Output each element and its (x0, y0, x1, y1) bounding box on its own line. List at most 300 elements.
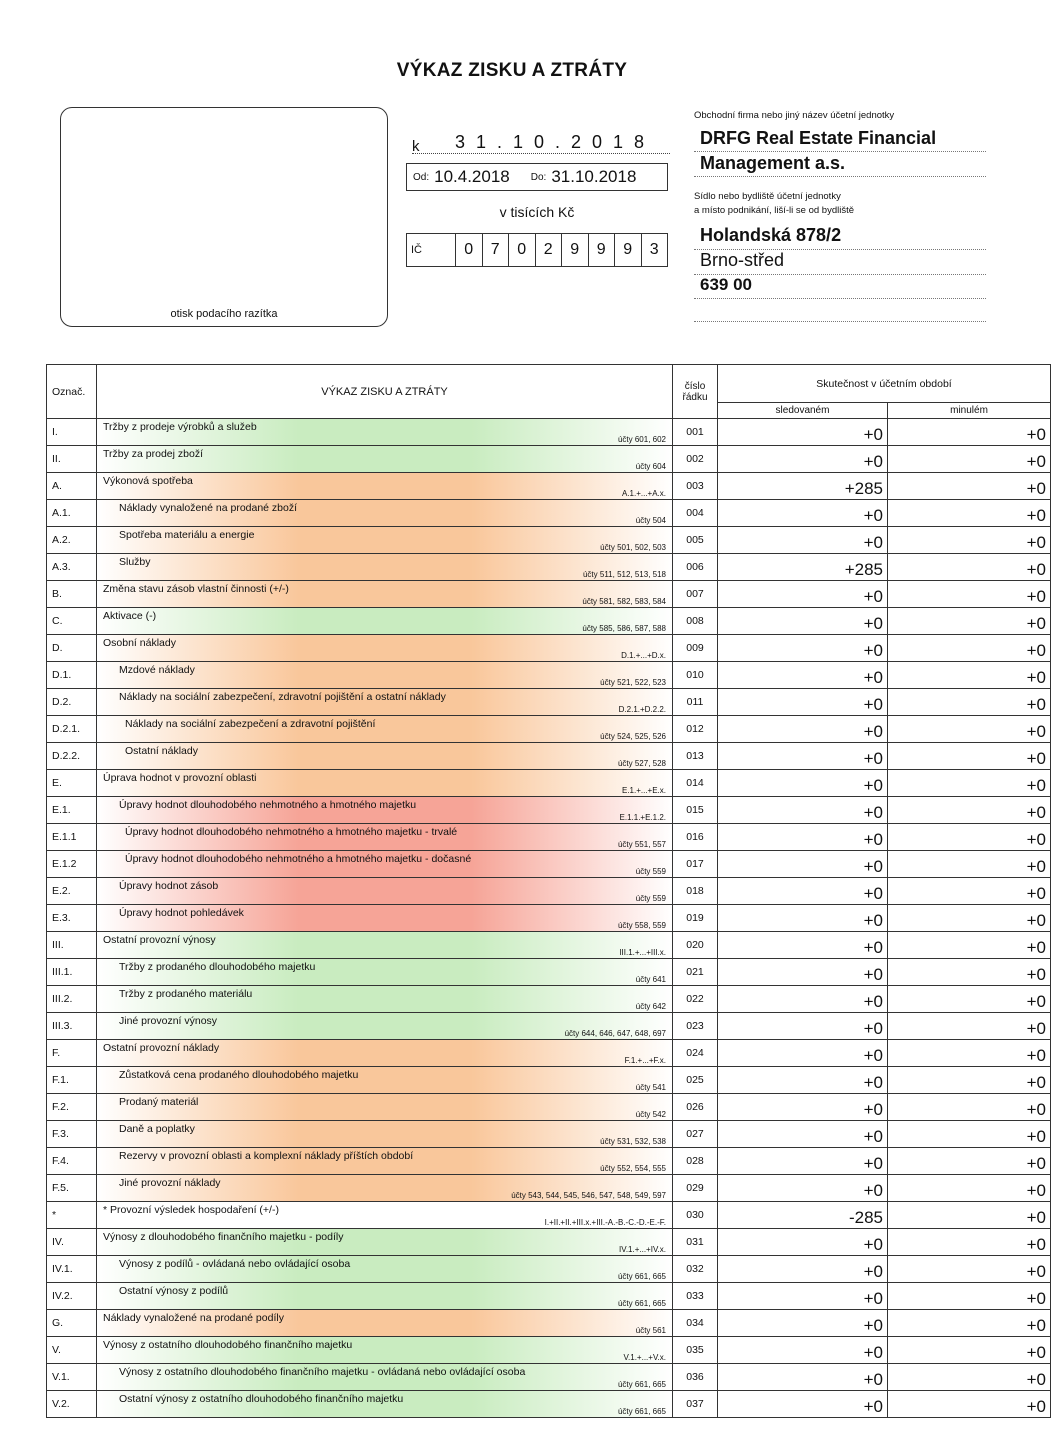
row-current-value: +0 (718, 716, 888, 743)
row-accounts: účty 661, 665 (617, 1272, 666, 1281)
header-previous: minulém (888, 403, 1051, 419)
row-line-number: 005 (673, 527, 718, 554)
row-description-cell (97, 1067, 673, 1094)
row-description: Jiné provozní výnosy (119, 1015, 218, 1027)
table-row (47, 554, 1051, 581)
row-description-cell (97, 770, 673, 797)
row-previous-value: +0 (888, 905, 1051, 932)
row-description-cell (97, 986, 673, 1013)
table-row (47, 473, 1051, 500)
row-description: Výnosy z ostatního dlouhodobého finančního majetku (103, 1339, 353, 1351)
table-row (47, 446, 1051, 473)
row-previous-value: +0 (888, 1121, 1051, 1148)
row-line-number: 032 (673, 1256, 718, 1283)
row-line-number: 001 (673, 419, 718, 446)
row-current-value: +0 (718, 1013, 888, 1040)
row-line-number: 013 (673, 743, 718, 770)
row-previous-value: +0 (888, 581, 1051, 608)
row-code: III.1. (47, 959, 97, 986)
row-accounts: účty 559 (635, 867, 666, 876)
row-description: Výnosy z ostatního dlouhodobého finančního majetku - ovládaná nebo ovládající osoba (119, 1366, 526, 1378)
row-description: Úpravy hodnot dlouhodobého nehmotného a hmotného majetku - dočasné (125, 853, 472, 865)
period-to-label: Do: (530, 171, 547, 183)
row-line-number: 017 (673, 851, 718, 878)
row-previous-value: +0 (888, 743, 1051, 770)
row-description-cell (97, 1310, 673, 1337)
row-accounts: účty 542 (635, 1110, 666, 1119)
ic-digit: 3 (641, 234, 668, 266)
row-line-number: 004 (673, 500, 718, 527)
row-previous-value: +0 (888, 851, 1051, 878)
row-description-cell (97, 1364, 673, 1391)
period-from: 10.4.2018 (434, 167, 510, 186)
row-description: Náklady vynaložené na prodané zboží (119, 502, 298, 514)
address-line-2: Brno-střed (694, 250, 986, 275)
row-line-number: 020 (673, 932, 718, 959)
table-row (47, 743, 1051, 770)
header-current: sledovaném (718, 403, 888, 419)
row-line-number: 011 (673, 689, 718, 716)
row-accounts: účty 559 (635, 894, 666, 903)
row-line-number: 021 (673, 959, 718, 986)
row-line-number: 014 (673, 770, 718, 797)
row-accounts: IV.1.+...+IV.x. (619, 1245, 666, 1254)
row-current-value: +0 (718, 770, 888, 797)
row-previous-value: +0 (888, 1337, 1051, 1364)
row-line-number: 003 (673, 473, 718, 500)
row-code: F.4. (47, 1148, 97, 1175)
row-current-value: +0 (718, 743, 888, 770)
row-description: Tržby z prodaného dlouhodobého majetku (119, 961, 316, 973)
row-accounts: účty 524, 525, 526 (600, 732, 666, 741)
row-code: C. (47, 608, 97, 635)
header-title: VÝKAZ ZISKU A ZTRÁTY (97, 365, 673, 419)
row-current-value: +285 (718, 473, 888, 500)
row-current-value: +0 (718, 959, 888, 986)
row-code: F.2. (47, 1094, 97, 1121)
row-description-cell (97, 1202, 673, 1229)
period-box (406, 163, 668, 191)
period-to: 31.10.2018 (551, 167, 637, 186)
row-description-cell (97, 554, 673, 581)
table-row (47, 527, 1051, 554)
table-row (47, 1283, 1051, 1310)
row-current-value: +0 (718, 1310, 888, 1337)
row-description-cell (97, 1337, 673, 1364)
row-accounts: účty 521, 522, 523 (600, 678, 666, 687)
row-line-number: 002 (673, 446, 718, 473)
row-code: E.3. (47, 905, 97, 932)
ic-label: IČ (411, 244, 422, 256)
row-description: Prodaný materiál (119, 1096, 199, 1108)
row-current-value: +0 (718, 851, 888, 878)
row-accounts: III.1.+...+III.x. (619, 948, 666, 957)
table-row (47, 770, 1051, 797)
row-description-cell (97, 1229, 673, 1256)
row-code: G. (47, 1310, 97, 1337)
row-code: I. (47, 419, 97, 446)
row-description: Úpravy hodnot dlouhodobého nehmotného a hmotného majetku (119, 799, 417, 811)
header-actual: Skutečnost v účetním období (718, 365, 1051, 403)
row-description-cell (97, 689, 673, 716)
table-row (47, 1148, 1051, 1175)
ic-digit: 7 (482, 234, 509, 266)
row-code: * (47, 1202, 97, 1229)
row-description-cell (97, 878, 673, 905)
table-row (47, 1121, 1051, 1148)
ic-digit: 0 (455, 234, 482, 266)
table-row (47, 1094, 1051, 1121)
row-line-number: 028 (673, 1148, 718, 1175)
row-accounts: účty 644, 646, 647, 648, 697 (564, 1029, 666, 1038)
header-code: Označ. (47, 365, 97, 419)
row-description-cell (97, 1391, 673, 1418)
row-description: Zůstatková cena prodaného dlouhodobého majetku (119, 1069, 359, 1081)
row-line-number: 023 (673, 1013, 718, 1040)
row-description-cell (97, 932, 673, 959)
row-current-value: +0 (718, 1175, 888, 1202)
row-description: Výnosy z dlouhodobého finančního majetku - podíly (103, 1231, 344, 1243)
row-description-cell (97, 1148, 673, 1175)
row-description: Výnosy z podílů - ovládaná nebo ovládající osoba (119, 1258, 351, 1270)
row-current-value: +0 (718, 1391, 888, 1418)
row-code: V. (47, 1337, 97, 1364)
row-description: Aktivace (-) (103, 610, 157, 622)
row-current-value: +0 (718, 1283, 888, 1310)
row-code: E.1. (47, 797, 97, 824)
row-code: A.3. (47, 554, 97, 581)
row-current-value: +285 (718, 554, 888, 581)
row-previous-value: +0 (888, 770, 1051, 797)
table-row (47, 1337, 1051, 1364)
row-accounts: A.1.+...+A.x. (621, 489, 666, 498)
row-description: Služby (119, 556, 151, 568)
row-previous-value: +0 (888, 554, 1051, 581)
row-description-cell (97, 419, 673, 446)
ic-digit: 0 (508, 234, 535, 266)
ic-digit: 2 (535, 234, 562, 266)
row-previous-value: +0 (888, 932, 1051, 959)
row-code: A.2. (47, 527, 97, 554)
report-date-prefix: k (412, 138, 420, 155)
row-current-value: +0 (718, 1121, 888, 1148)
row-current-value: +0 (718, 797, 888, 824)
row-description: Rezervy v provozní oblasti a komplexní náklady příštích období (119, 1150, 414, 1162)
row-description-cell (97, 824, 673, 851)
row-description-cell (97, 716, 673, 743)
row-previous-value: +0 (888, 1229, 1051, 1256)
row-line-number: 019 (673, 905, 718, 932)
row-description-cell (97, 500, 673, 527)
row-previous-value: +0 (888, 1202, 1051, 1229)
row-accounts: účty 581, 582, 583, 584 (582, 597, 666, 606)
table-row (47, 608, 1051, 635)
table-row (47, 986, 1051, 1013)
company-name-line-1: DRFG Real Estate Financial (694, 128, 986, 152)
row-line-number: 012 (673, 716, 718, 743)
row-description-cell (97, 527, 673, 554)
row-description-cell (97, 959, 673, 986)
row-current-value: +0 (718, 1337, 888, 1364)
ic-box (406, 233, 668, 267)
row-description: Osobní náklady (103, 637, 176, 649)
row-description-cell (97, 1283, 673, 1310)
row-code: III.2. (47, 986, 97, 1013)
row-code: D.2. (47, 689, 97, 716)
row-line-number: 031 (673, 1229, 718, 1256)
stamp-label: otisk podacího razítka (170, 308, 278, 320)
table-row (47, 1202, 1051, 1229)
row-previous-value: +0 (888, 1256, 1051, 1283)
table-row (47, 716, 1051, 743)
table-row (47, 1040, 1051, 1067)
row-current-value: +0 (718, 635, 888, 662)
row-description: Náklady na sociální zabezpečení a zdravotní pojištění (125, 718, 376, 730)
row-line-number: 006 (673, 554, 718, 581)
row-description-cell (97, 446, 673, 473)
row-accounts: účty 551, 557 (617, 840, 666, 849)
table-row (47, 1364, 1051, 1391)
row-description-cell (97, 1094, 673, 1121)
row-code: D.2.2. (47, 743, 97, 770)
row-current-value: +0 (718, 824, 888, 851)
row-description-cell (97, 1040, 673, 1067)
row-previous-value: +0 (888, 1067, 1051, 1094)
row-code: II. (47, 446, 97, 473)
row-previous-value: +0 (888, 1148, 1051, 1175)
row-code: V.1. (47, 1364, 97, 1391)
row-description-cell (97, 581, 673, 608)
row-previous-value: +0 (888, 986, 1051, 1013)
profit-loss-table (46, 364, 1051, 1418)
row-description: Ostatní výnosy z ostatního dlouhodobého finančního majetku (119, 1393, 404, 1405)
row-line-number: 025 (673, 1067, 718, 1094)
row-previous-value: +0 (888, 635, 1051, 662)
row-previous-value: +0 (888, 878, 1051, 905)
ic-digit: 9 (588, 234, 615, 266)
row-line-number: 036 (673, 1364, 718, 1391)
row-code: D.2.1. (47, 716, 97, 743)
row-previous-value: +0 (888, 1094, 1051, 1121)
row-accounts: účty 543, 544, 545, 546, 547, 548, 549, 597 (511, 1191, 666, 1200)
row-code: A. (47, 473, 97, 500)
row-code: E. (47, 770, 97, 797)
table-row (47, 1310, 1051, 1337)
row-description-cell (97, 635, 673, 662)
row-line-number: 037 (673, 1391, 718, 1418)
row-description: * Provozní výsledek hospodaření (+/-) (103, 1204, 279, 1216)
row-description: Úpravy hodnot zásob (119, 880, 219, 892)
stamp-box (60, 107, 388, 327)
row-code: III. (47, 932, 97, 959)
row-line-number: 026 (673, 1094, 718, 1121)
table-row (47, 1256, 1051, 1283)
seat-label-2: a místo podnikání, liší-li se od bydliště (694, 205, 854, 216)
row-current-value: +0 (718, 932, 888, 959)
row-description-cell (97, 1175, 673, 1202)
header-line: číslo řádku (673, 365, 718, 419)
report-date-line (412, 132, 670, 154)
row-description: Náklady na sociální zabezpečení, zdravotní pojištění a ostatní náklady (119, 691, 446, 703)
row-description: Úpravy hodnot dlouhodobého nehmotného a hmotného majetku - trvalé (125, 826, 458, 838)
row-line-number: 010 (673, 662, 718, 689)
table-row (47, 797, 1051, 824)
table-row (47, 932, 1051, 959)
row-description: Ostatní náklady (125, 745, 198, 757)
row-current-value: +0 (718, 1229, 888, 1256)
row-accounts: účty 531, 532, 538 (600, 1137, 666, 1146)
row-accounts: účty 661, 665 (617, 1299, 666, 1308)
row-current-value: +0 (718, 1364, 888, 1391)
row-previous-value: +0 (888, 689, 1051, 716)
row-description-cell (97, 608, 673, 635)
row-current-value: +0 (718, 986, 888, 1013)
row-description: Úprava hodnot v provozní oblasti (103, 772, 257, 784)
table-row (47, 500, 1051, 527)
row-accounts: účty 511, 512, 513, 518 (582, 570, 666, 579)
row-line-number: 033 (673, 1283, 718, 1310)
row-description: Výkonová spotřeba (103, 475, 193, 487)
row-accounts: účty 585, 586, 587, 588 (582, 624, 666, 633)
row-previous-value: +0 (888, 1364, 1051, 1391)
row-accounts: účty 527, 528 (617, 759, 666, 768)
row-current-value: +0 (718, 500, 888, 527)
row-description-cell (97, 1256, 673, 1283)
row-line-number: 015 (673, 797, 718, 824)
row-code: F.5. (47, 1175, 97, 1202)
row-line-number: 007 (673, 581, 718, 608)
row-previous-value: +0 (888, 824, 1051, 851)
row-description: Tržby z prodeje výrobků a služeb (103, 421, 257, 433)
row-previous-value: +0 (888, 473, 1051, 500)
row-description-cell (97, 1013, 673, 1040)
row-current-value: +0 (718, 1256, 888, 1283)
row-description: Tržby za prodej zboží (103, 448, 203, 460)
row-code: V.2. (47, 1391, 97, 1418)
row-previous-value: +0 (888, 1283, 1051, 1310)
row-previous-value: +0 (888, 959, 1051, 986)
row-previous-value: +0 (888, 608, 1051, 635)
row-code: F.3. (47, 1121, 97, 1148)
row-line-number: 009 (673, 635, 718, 662)
row-previous-value: +0 (888, 662, 1051, 689)
company-name-line-2: Management a.s. (694, 153, 986, 177)
table-row (47, 1391, 1051, 1418)
row-previous-value: +0 (888, 527, 1051, 554)
row-line-number: 030 (673, 1202, 718, 1229)
row-current-value: +0 (718, 1067, 888, 1094)
address-line-4 (694, 300, 986, 322)
row-current-value: +0 (718, 905, 888, 932)
row-accounts: účty 504 (635, 516, 666, 525)
row-previous-value: +0 (888, 716, 1051, 743)
row-current-value: +0 (718, 419, 888, 446)
row-previous-value: +0 (888, 446, 1051, 473)
row-line-number: 035 (673, 1337, 718, 1364)
table-row (47, 662, 1051, 689)
row-current-value: +0 (718, 689, 888, 716)
table-row (47, 824, 1051, 851)
row-description: Mzdové náklady (119, 664, 195, 676)
table-row (47, 1175, 1051, 1202)
row-line-number: 016 (673, 824, 718, 851)
row-accounts: účty 661, 665 (617, 1407, 666, 1416)
row-description-cell (97, 851, 673, 878)
row-code: E.1.2 (47, 851, 97, 878)
row-line-number: 008 (673, 608, 718, 635)
row-current-value: +0 (718, 1148, 888, 1175)
row-description: Ostatní provozní výnosy (103, 934, 216, 946)
row-accounts: účty 661, 665 (617, 1380, 666, 1389)
row-line-number: 024 (673, 1040, 718, 1067)
row-description-cell (97, 797, 673, 824)
row-code: E.2. (47, 878, 97, 905)
table-row (47, 689, 1051, 716)
row-accounts: účty 642 (635, 1002, 666, 1011)
row-line-number: 029 (673, 1175, 718, 1202)
row-description: Tržby z prodaného materiálu (119, 988, 253, 1000)
table-row (47, 1013, 1051, 1040)
row-accounts: účty 604 (635, 462, 666, 471)
row-code: IV.1. (47, 1256, 97, 1283)
ic-digit: 9 (614, 234, 641, 266)
row-code: F.1. (47, 1067, 97, 1094)
row-previous-value: +0 (888, 1310, 1051, 1337)
row-description: Spotřeba materiálu a energie (119, 529, 255, 541)
row-line-number: 018 (673, 878, 718, 905)
row-description: Ostatní výnosy z podílů (119, 1285, 229, 1297)
table-row (47, 959, 1051, 986)
row-description: Změna stavu zásob vlastní činnosti (+/-) (103, 583, 289, 595)
row-code: III.3. (47, 1013, 97, 1040)
address-line-1: Holandská 878/2 (694, 225, 986, 250)
row-accounts: V.1.+...+V.x. (623, 1353, 666, 1362)
table-row (47, 419, 1051, 446)
row-previous-value: +0 (888, 500, 1051, 527)
row-description-cell (97, 905, 673, 932)
row-previous-value: +0 (888, 419, 1051, 446)
row-description-cell (97, 743, 673, 770)
row-previous-value: +0 (888, 1175, 1051, 1202)
row-accounts: účty 552, 554, 555 (600, 1164, 666, 1173)
row-line-number: 027 (673, 1121, 718, 1148)
row-code: F. (47, 1040, 97, 1067)
row-current-value: +0 (718, 1094, 888, 1121)
row-accounts: účty 558, 559 (617, 921, 666, 930)
row-accounts: E.1.+...+E.x. (621, 786, 666, 795)
document-title: VÝKAZ ZISKU A ZTRÁTY (396, 60, 628, 81)
table-row (47, 1067, 1051, 1094)
row-current-value: +0 (718, 446, 888, 473)
row-description: Náklady vynaložené na prodané podíly (103, 1312, 284, 1324)
row-previous-value: +0 (888, 1391, 1051, 1418)
report-date: 3 1 . 1 0 . 2 0 1 8 (454, 132, 648, 152)
row-previous-value: +0 (888, 1013, 1051, 1040)
ic-digit: 9 (561, 234, 588, 266)
row-description: Ostatní provozní náklady (103, 1042, 220, 1054)
row-accounts: účty 541 (635, 1083, 666, 1092)
row-current-value: +0 (718, 527, 888, 554)
row-current-value: +0 (718, 662, 888, 689)
row-accounts: účty 641 (635, 975, 666, 984)
row-current-value: -285 (718, 1202, 888, 1229)
table-row (47, 851, 1051, 878)
row-previous-value: +0 (888, 797, 1051, 824)
row-description-cell (97, 662, 673, 689)
table-row (47, 635, 1051, 662)
row-description: Daně a poplatky (119, 1123, 195, 1135)
row-description: Úpravy hodnot pohledávek (119, 907, 244, 919)
